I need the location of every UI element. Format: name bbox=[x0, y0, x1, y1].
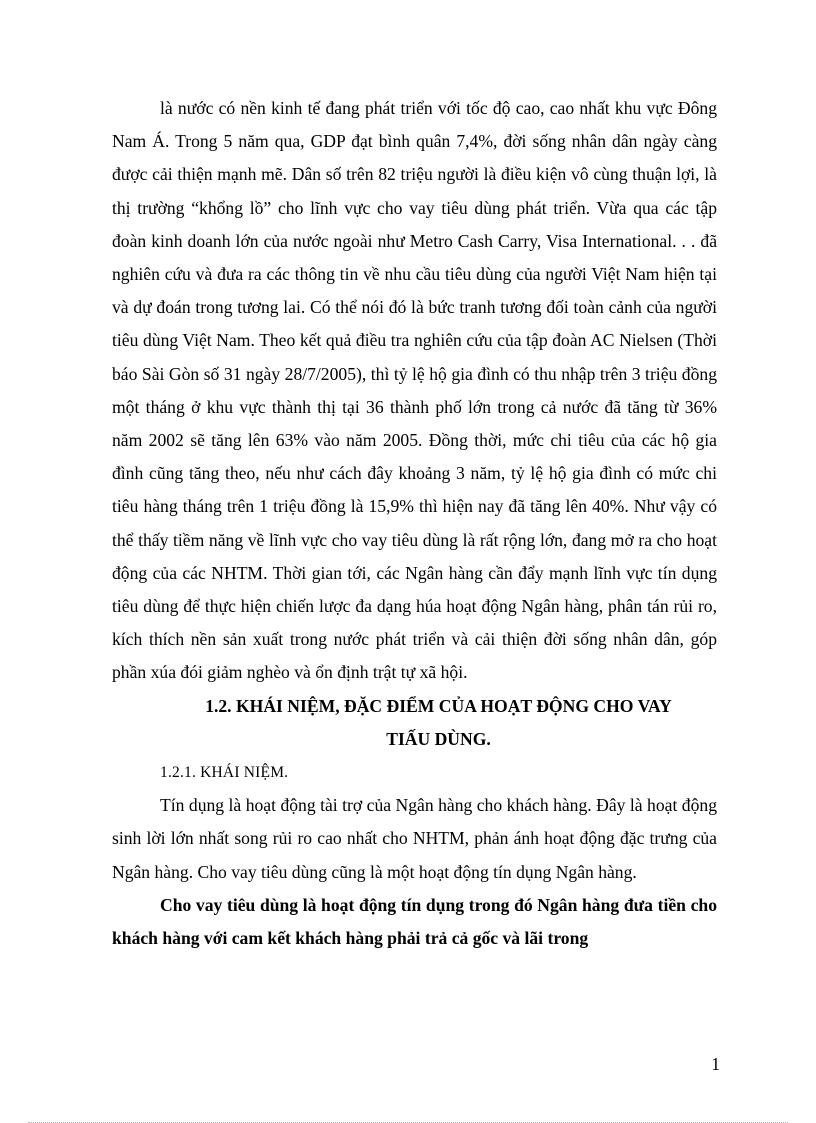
page-content bbox=[112, 92, 717, 955]
section-heading-line-1: 1.2. KHÁI NIỆM, ĐẶC ĐIỂM CỦA HOẠT ĐỘNG CHO VAY bbox=[205, 695, 672, 716]
section-heading-line-2: TIẤU DÙNG. bbox=[386, 728, 491, 749]
page-number: 1 bbox=[711, 1054, 720, 1074]
intro-paragraph: là nước có nền kinh tế đang phát triển với tốc độ cao, cao nhất khu vực Đông Nam Á. Trong 5 năm qua, GDP đạt bình quân 7,4%, đời sống nhân dân ngày càng được cải thiện mạnh mẽ. Dân số trên 82 triệu người là điều kiện vô cùng thuận lợi, là thị trường “khổng lồ” cho lĩnh vực cho vay tiêu dùng phát triển. Vừa qua các tập đoàn kinh doanh lớn của nước ngoài như Metro Cash Carry, Visa International. . . đã nghiên cứu và đưa ra các thông tin về nhu cầu tiêu dùng của người Việt Nam hiện tại và dự đoán trong tương lai. Có thể nói đó là bức tranh tương đối toàn cảnh của người tiêu dùng Việt Nam. Theo kết quả điều tra nghiên cứu của tập đoàn AC Nielsen (Thời báo Sài Gòn số 31 ngày 28/7/2005), thì tỷ lệ hộ gia đình có thu nhập trên 3 triệu đồng một tháng ở khu vực thành thị tại 36 thành phố lớn trong cả nước đã tăng từ 36% năm 2002 sẽ tăng lên 63% vào năm 2005. Đồng thời, mức chi tiêu của các hộ gia đình cũng tăng theo, nếu như cách đây khoảng 3 năm, tỷ lệ hộ gia đình có mức chi tiêu hàng tháng trên 1 triệu đồng là 15,9% thì hiện nay đã tăng lên 40%. Như vậy có thể thấy tiềm năng về lĩnh vực cho vay tiêu dùng là rất rộng lớn, đang mở ra cho hoạt động của các NHTM. Thời gian tới, các Ngân hàng cần đẩy mạnh lĩnh vực tín dụng tiêu dùng để thực hiện chiến lược đa dạng húa hoạt động Ngân hàng, phân tán rủi ro, kích thích nền sản xuất trong nước phát triển và cải thiện đời sống nhân dân, góp phần xúa đói giảm nghèo và ổn định trật tự xã hội. bbox=[112, 98, 717, 683]
definition-paragraph: Tín dụng là hoạt động tài trợ của Ngân hàng cho khách hàng. Đây là hoạt động sinh lời lớn nhất song rủi ro cao nhất cho NHTM, phản ánh hoạt động đặc trưng của Ngân hàng. Cho vay tiêu dùng cũng là một hoạt động tín dụng Ngân hàng. bbox=[112, 795, 717, 882]
bold-definition-paragraph: Cho vay tiêu dùng là hoạt động tín dụng trong đó Ngân hàng đưa tiền cho khách hàng với cam kết khách hàng phải trả cả gốc và lãi trong bbox=[112, 894, 717, 949]
subsection-heading: 1.2.1. KHÁI NIỆM. bbox=[160, 764, 289, 782]
